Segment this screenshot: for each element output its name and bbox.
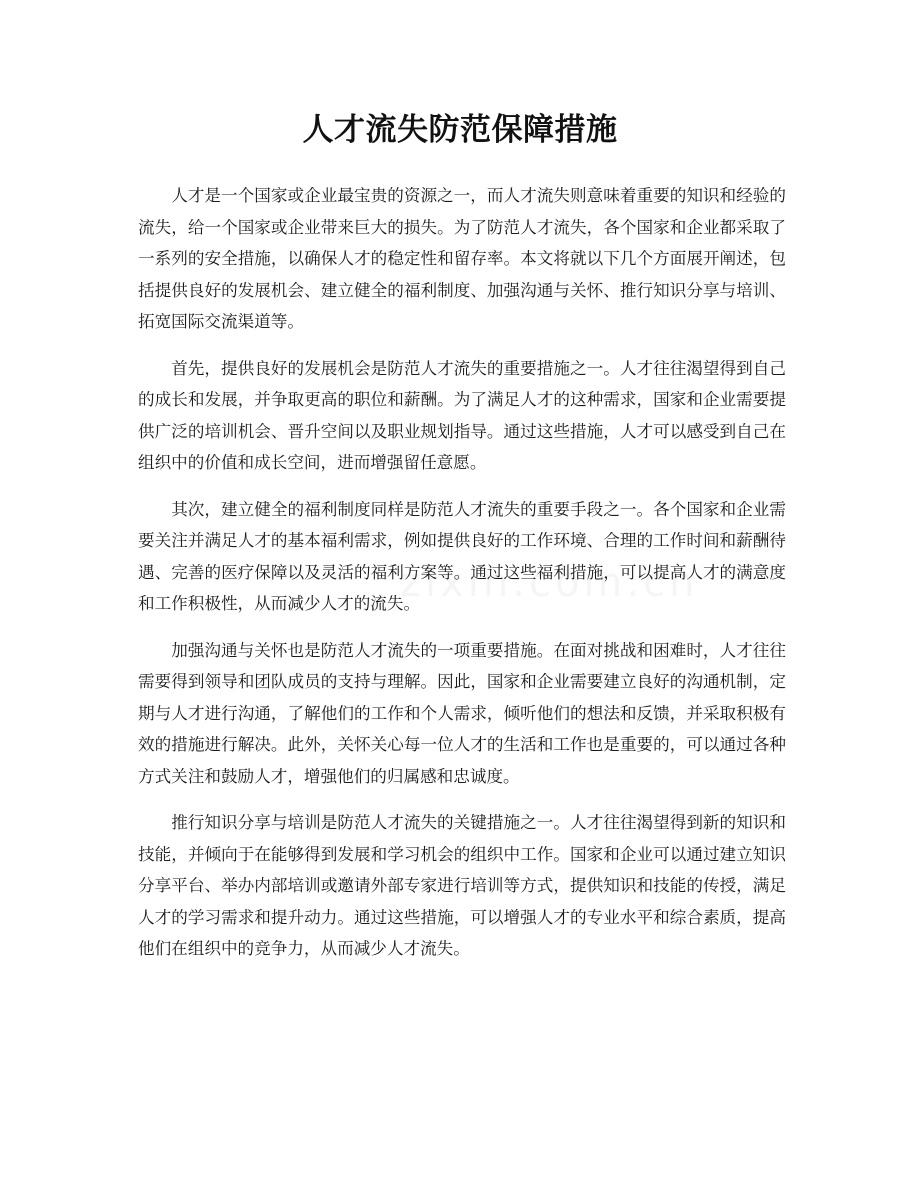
document-title: 人才流失防范保障措施 <box>302 112 618 148</box>
paragraph-communication: 加强沟通与关怀也是防范人才流失的一项重要措施。在面对挑战和困难时，人才往往需要得到领导和团队成员的支持与理解。因此，国家和企业需要建立良好的沟通机制，定期与人才进行沟通，了解他们的工作和个人需求，倾听他们的想法和反馈，并采取积极有效的措施进行解决。此外，关怀关心每一位人才的生活和工作也是重要的，可以通过各种方式关注和鼓励人才，增强他们的归属感和忠诚度。 <box>138 640 786 786</box>
paragraph-training: 推行知识分享与培训是防范人才流失的关键措施之一。人才往往渴望得到新的知识和技能，并倾向于在能够得到发展和学习机会的组织中工作。国家和企业可以通过建立知识分享平台、举办内部培训或邀请外部专家进行培训等方式，提供知识和技能的传授，满足人才的学习需求和提升动力。通过这些措施，可以增强人才的专业水平和综合素质，提高他们在组织中的竞争力，从而减少人才流失。 <box>138 813 786 958</box>
document-body <box>138 180 786 980</box>
paragraph-intro: 人才是一个国家或企业最宝贵的资源之一，而人才流失则意味着重要的知识和经验的流失，给一个国家或企业带来巨大的损失。为了防范人才流失，各个国家和企业都采取了一系列的安全措施，以确保人才的稳定性和留存率。本文将就以下几个方面展开阐述，包括提供良好的发展机会、建立健全的福利制度、加强沟通与关怀、推行知识分享与培训、拓宽国际交流渠道等。 <box>138 186 786 331</box>
paragraph-development: 首先，提供良好的发展机会是防范人才流失的重要措施之一。人才往往渴望得到自己的成长和发展，并争取更高的职位和薪酬。为了满足人才的这种需求，国家和企业需要提供广泛的培训机会、晋升空间以及职业规划指导。通过这些措施，人才可以感受到自己在组织中的价值和成长空间，进而增强留任意愿。 <box>138 358 786 472</box>
paragraph-welfare: 其次，建立健全的福利制度同样是防范人才流失的重要手段之一。各个国家和企业需要关注并满足人才的基本福利需求，例如提供良好的工作环境、合理的工作时间和薪酬待遇、完善的医疗保障以及灵活的福利方案等。通过这些福利措施，可以提高人才的满意度和工作积极性，从而减少人才的流失。 <box>138 499 786 613</box>
